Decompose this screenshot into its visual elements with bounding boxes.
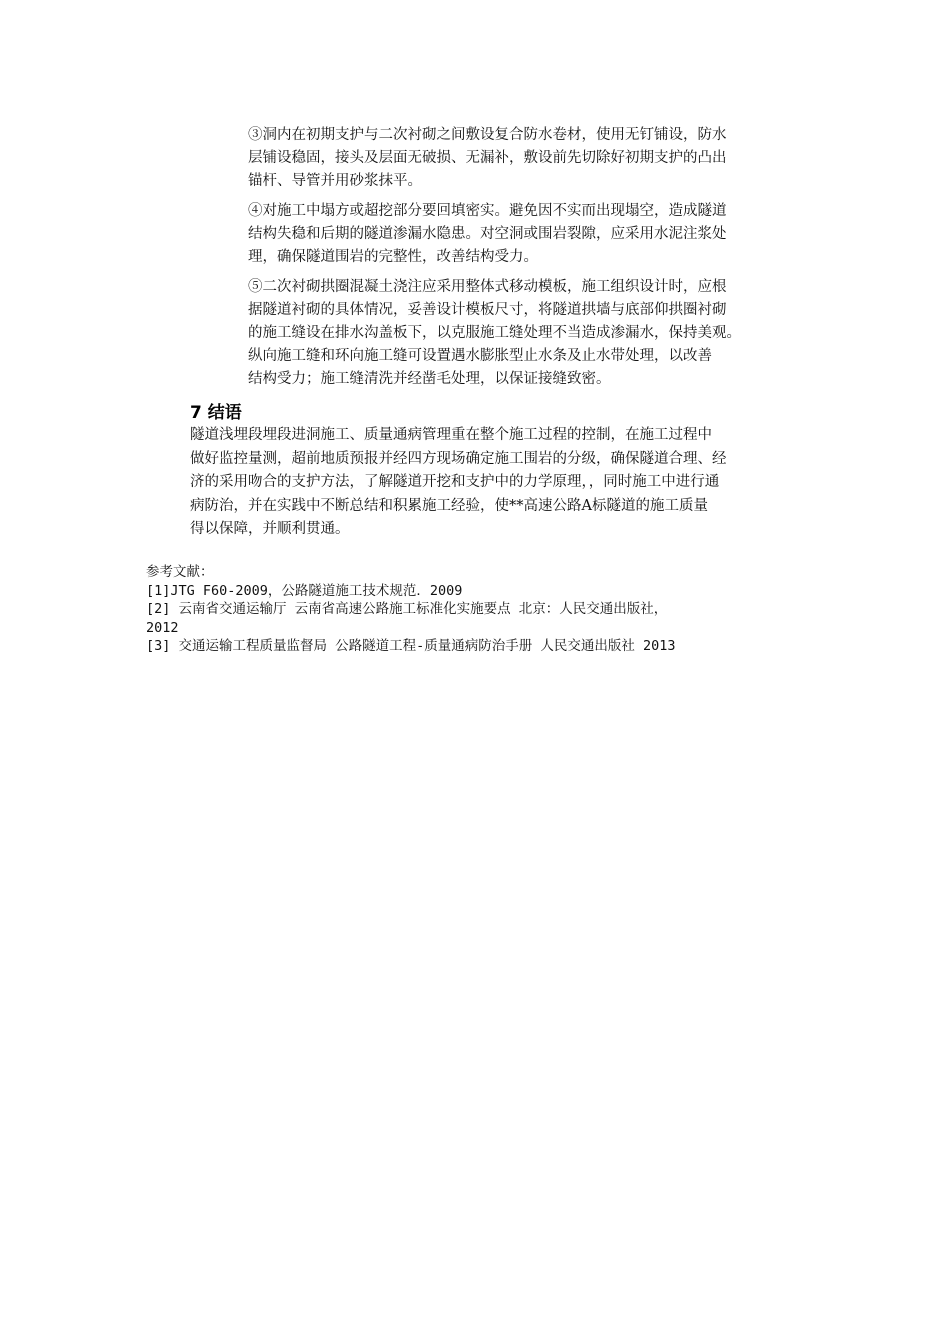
references-title: 参考文献： (146, 564, 214, 580)
list-item-3 (248, 124, 727, 193)
list-item-5 (248, 276, 741, 391)
text-line: 理，确保隧道围岩的完整性，改善结构受力。 (248, 249, 538, 265)
text-line: 结构失稳和后期的隧道渗漏水隐患。对空洞或围岩裂隙，应采用水泥注浆处 (248, 226, 727, 242)
reference-item: [3] 交通运输工程质量监督局 公路隧道工程-质量通病防治手册 人民交通出版社 2013 (146, 638, 676, 654)
reference-item: [2] 云南省交通运输厅 云南省高速公路施工标准化实施要点 北京：人民交通出版社， (146, 601, 668, 617)
text-line: ⑤二次衬砌拱圈混凝土浇注应采用整体式移动模板，施工组织设计时，应根 (248, 279, 727, 295)
list-item-4 (248, 200, 727, 269)
reference-item: [1]JTG F60-2009，公路隧道施工技术规范．2009 (146, 582, 463, 599)
text-line: 锚杆、导管并用砂浆抹平。 (248, 173, 422, 189)
text-line: ④对施工中塌方或超挖部分要回填密实。避免因不实而出现塌空，造成隧道 (248, 203, 727, 219)
text-line: 的施工缝设在排水沟盖板下，以克服施工缝处理不当造成渗漏水，保持美观。 (248, 325, 741, 341)
conclusion-paragraph (190, 424, 727, 542)
text-line: 层铺设稳固，接头及层面无破损、无漏补，敷设前先切除好初期支护的凸出 (248, 150, 727, 166)
reference-item-continuation: 2012 (146, 619, 179, 636)
text-line: 纵向施工缝和环向施工缝可设置遇水膨胀型止水条及止水带处理，以改善 (248, 348, 712, 364)
references-list (146, 563, 676, 656)
text-line: 结构受力；施工缝清洗并经凿毛处理，以保证接缝致密。 (248, 371, 611, 387)
text-line: ③洞内在初期支护与二次衬砌之间敷设复合防水卷材，使用无钉铺设，防水 (248, 127, 727, 143)
text-line: 济的采用吻合的支护方法，了解隧道开挖和支护中的力学原理，，同时施工中进行通 (190, 474, 720, 490)
text-line: 得以保障，并顺利贯通。 (190, 521, 350, 537)
section-heading: 7 结语 (190, 403, 242, 423)
text-line: 隧道浅埋段埋段进洞施工、质量通病管理重在整个施工过程的控制，在施工过程中 (190, 427, 712, 443)
text-line: 病防治，并在实践中不断总结和积累施工经验，使**高速公路A标隧道的施工质量 (190, 497, 708, 514)
text-line: 做好监控量测，超前地质预报并经四方现场确定施工围岩的分级，确保隧道合理、经 (190, 450, 727, 467)
text-line: 据隧道衬砌的具体情况，妥善设计模板尺寸，将隧道拱墙与底部仰拱圈衬砌 (248, 302, 727, 318)
